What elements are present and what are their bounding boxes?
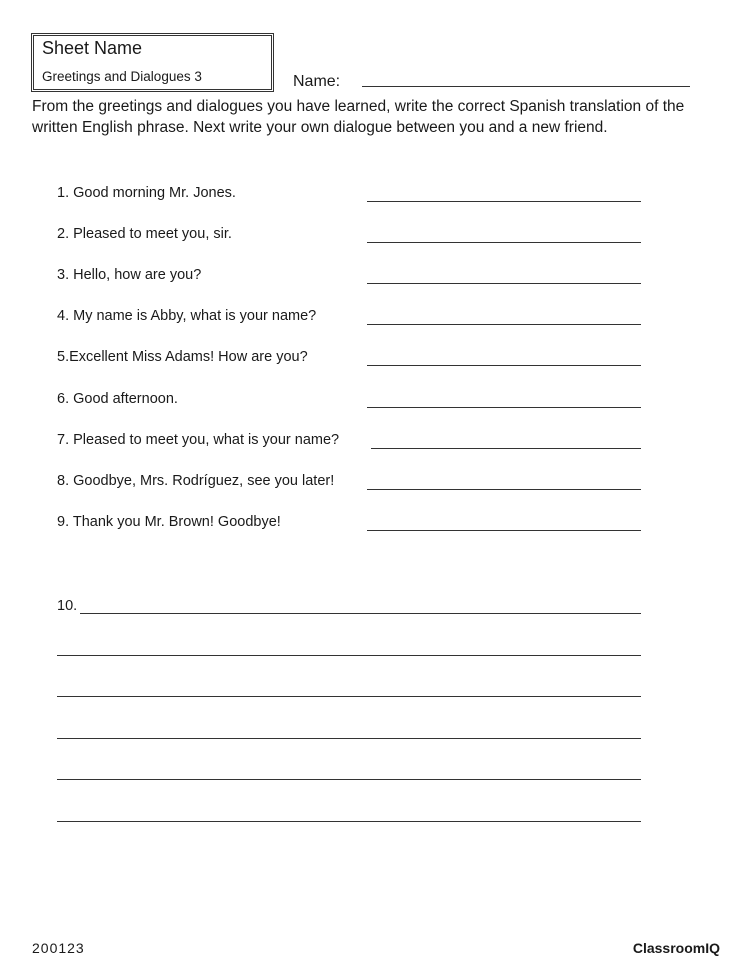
question-text: 7. Pleased to meet you, what is your name? [57, 431, 340, 448]
sheet-label: Sheet Name [42, 38, 143, 58]
dialogue-line[interactable] [57, 821, 641, 822]
brand-logo: ClassroomIQ [632, 940, 720, 956]
dialogue-line[interactable] [57, 696, 641, 697]
answer-line[interactable] [367, 324, 641, 325]
sheet-code: 200123 [32, 940, 85, 956]
question-text: 9. Thank you Mr. Brown! Goodbye! [57, 513, 281, 530]
name-label: Name: [293, 73, 341, 90]
dialogue-line[interactable] [80, 613, 641, 614]
question-text: 1. Good morning Mr. Jones. [57, 185, 236, 201]
dialogue-line[interactable] [57, 779, 641, 780]
question-text: 5.Excellent Miss Adams! How are you? [57, 349, 308, 366]
answer-line[interactable] [367, 201, 641, 202]
dialogue-line[interactable] [57, 738, 641, 739]
sheet-title: Greetings and Dialogues 3 [42, 69, 202, 84]
question-text: 4. My name is Abby, what is your name? [57, 308, 317, 325]
name-answer-line[interactable] [362, 86, 690, 87]
answer-line[interactable] [367, 242, 641, 243]
answer-line[interactable] [367, 283, 641, 284]
answer-line[interactable] [367, 365, 641, 366]
dialogue-line[interactable] [57, 655, 641, 656]
instructions: From the greetings and dialogues you have learned, write the correct Spanish translation of the written English phrase. Next write your own dialogue between you and a new friend. [32, 98, 685, 136]
question-text: 3. Hello, how are you? [57, 267, 202, 284]
question-text: 8. Goodbye, Mrs. Rodríguez, see you later! [57, 472, 335, 489]
question-text: 2. Pleased to meet you, sir. [57, 226, 232, 243]
answer-line[interactable] [367, 489, 641, 490]
answer-line[interactable] [371, 448, 641, 449]
sheet-name-box [31, 33, 274, 92]
question-text: 6. Good afternoon. [57, 390, 178, 407]
answer-line[interactable] [367, 407, 641, 408]
answer-line[interactable] [367, 530, 641, 531]
dialogue-label: 10. [57, 598, 78, 614]
